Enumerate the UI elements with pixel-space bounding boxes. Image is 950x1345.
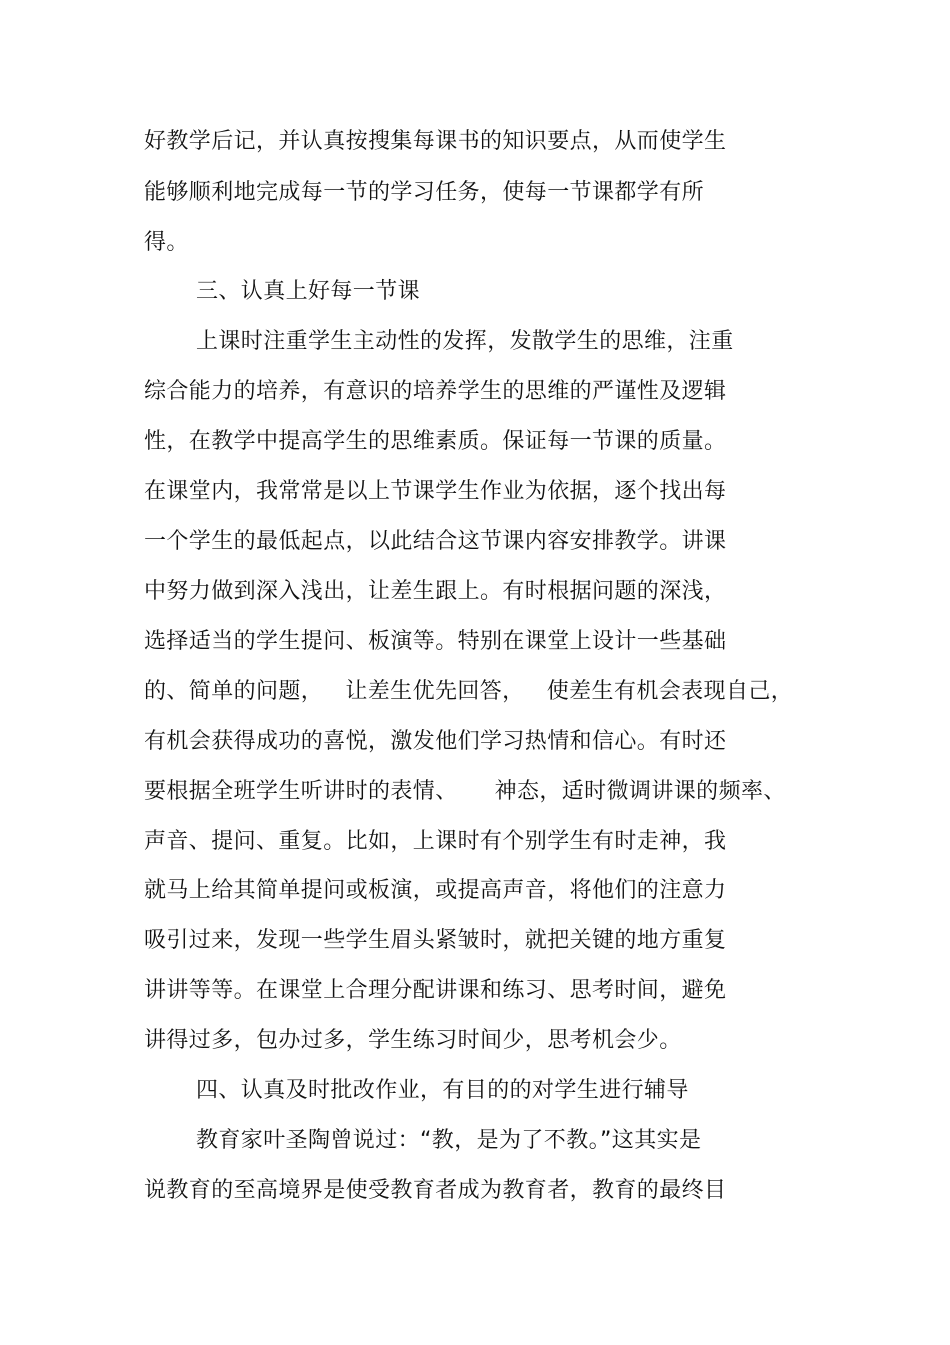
- paragraph-line: 选择适当的学生提问、板演等。特别在课堂上设计一些基础: [144, 629, 727, 654]
- paragraph-line: 教育家叶圣陶曾说过：“教，是为了不教。”这其实是: [196, 1128, 702, 1153]
- paragraph-line: 综合能力的培养，有意识的培养学生的思维的严谨性及逻辑: [144, 379, 727, 404]
- paragraph-line: 讲讲等等。在课堂上合理分配讲课和练习、思考时间，避免: [144, 978, 727, 1003]
- paragraph-line: 声音、提问、重复。比如，上课时有个别学生有时走神，我: [144, 829, 727, 854]
- paragraph-line: 一个学生的最低起点，以此结合这节课内容安排教学。讲课: [144, 529, 727, 554]
- paragraph-line: 能够顺利地完成每一节的学习任务，使每一节课都学有所: [144, 180, 705, 205]
- paragraph-line: 有机会获得成功的喜悦，激发他们学习热情和信心。有时还: [144, 729, 727, 754]
- paragraph-line: 好教学后记，并认真按搜集每课书的知识要点，从而使学生: [144, 129, 727, 154]
- section-heading: 三、认真上好每一节课: [196, 279, 421, 304]
- paragraph-line: 在课堂内，我常常是以上节课学生作业为依据，逐个找出每: [144, 479, 727, 504]
- paragraph-line: 性，在教学中提高学生的思维素质。保证每一节课的质量。: [144, 429, 727, 454]
- paragraph-line: 就马上给其简单提问或板演，或提高声音，将他们的注意力: [144, 878, 727, 903]
- paragraph-line: 要根据全班学生听讲时的表情、 神态，适时微调讲课的频率、: [144, 779, 786, 804]
- paragraph-line: 说教育的至高境界是使受教育者成为教育者，教育的最终目: [144, 1178, 727, 1203]
- paragraph-line: 得。: [144, 230, 189, 255]
- paragraph-line: 的、简单的问题， 让差生优先回答， 使差生有机会表现自己，: [144, 679, 794, 704]
- paragraph-line: 吸引过来，发现一些学生眉头紧皱时，就把关键的地方重复: [144, 928, 727, 953]
- section-heading: 四、认真及时批改作业，有目的的对学生进行辅导: [196, 1078, 689, 1103]
- paragraph-line: 中努力做到深入浅出，让差生跟上。有时根据问题的深浅，: [144, 579, 727, 604]
- paragraph-line: 讲得过多，包办过多，学生练习时间少，思考机会少。: [144, 1028, 682, 1053]
- paragraph-line: 上课时注重学生主动性的发挥，发散学生的思维，注重: [196, 329, 734, 354]
